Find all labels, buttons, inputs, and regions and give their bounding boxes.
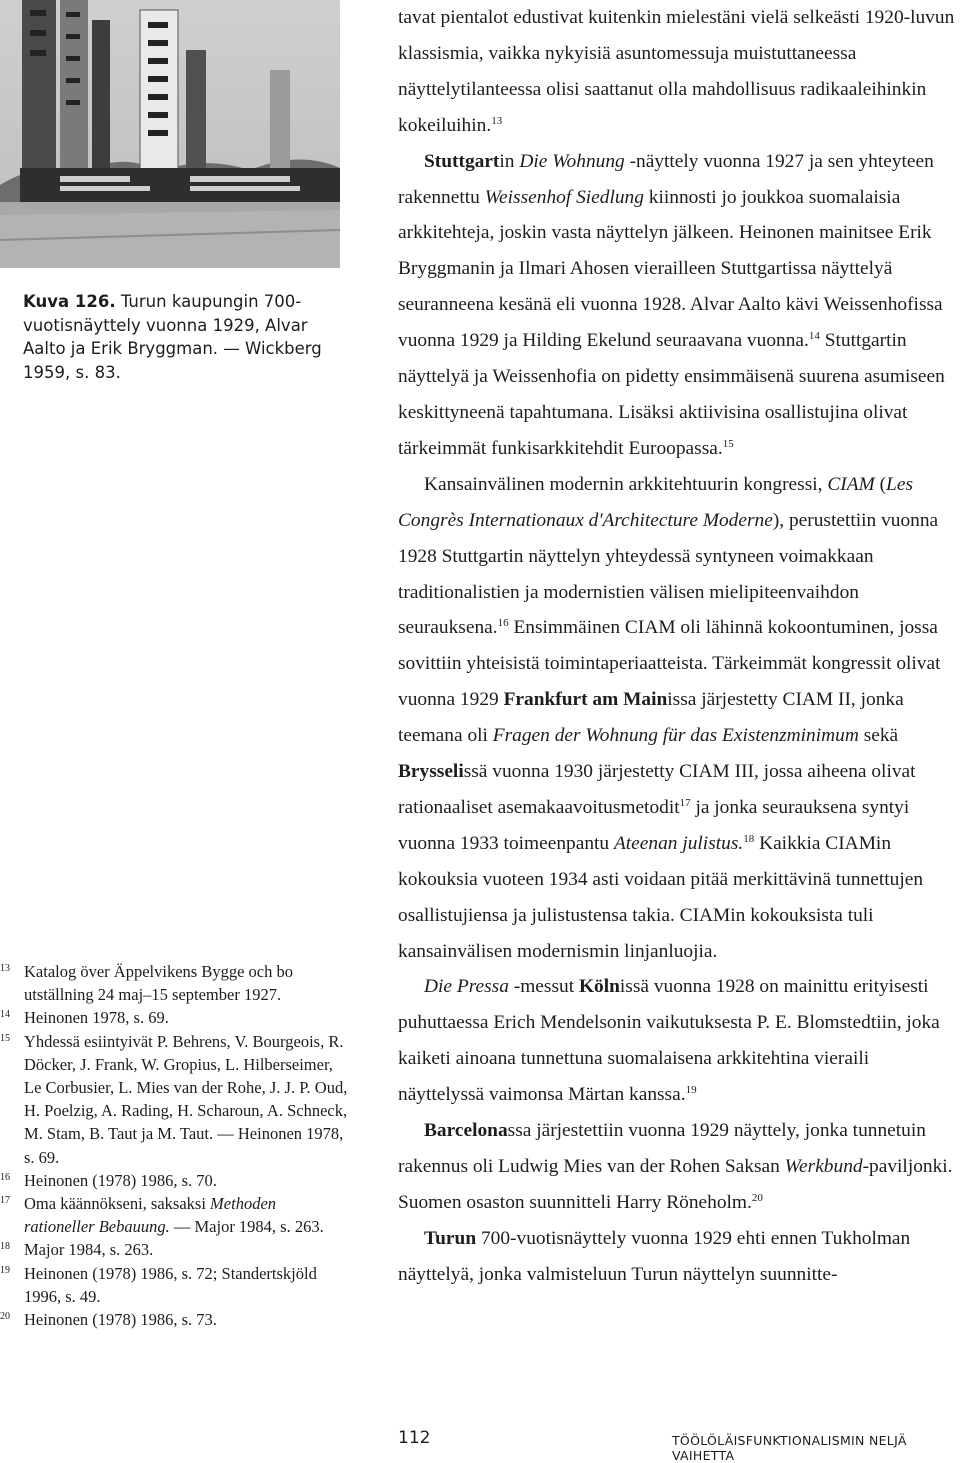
footnote-number: 16 [0,1171,10,1183]
footnote-15 [0,1030,350,1169]
footnote-number: 13 [0,963,10,974]
italic-title: Fragen der Wohnung für das Existenzminimum [492,725,859,747]
paragraph-text: ( [874,473,887,495]
body-text [398,0,958,1293]
footnote-number: 14 [0,1009,10,1021]
paragraph-6 [398,1221,958,1293]
paragraph-1 [398,0,958,144]
paragraph-text: -näyttely vuonna 1927 ja sen yhteyteen rakennettu [398,150,934,208]
footnote-ref: 17 [679,796,691,809]
italic-title: Ateenan julistus. [613,832,744,854]
paragraph-text: Kansainvälinen modernin arkkitehtuurin kongressi, [424,473,828,495]
footnote-italic: Methoden rationeller Bebauung. [24,1194,277,1237]
caption-text: Turun kaupungin 700-vuotisnäyttely vuonna 1929, Alvar Aalto ja Erik Bryggman. — Wickberg 1959, s. 83. [23,292,322,382]
footnote-text: Heinonen (1978) 1986, s. 73. [24,1310,217,1330]
bold-city: Brysseli [398,761,464,783]
paragraph-text: issa järjestetty CIAM II, jonka teemana oli [398,689,904,747]
paragraph-text: in [499,150,520,172]
footnote-ref: 15 [722,437,734,450]
italic-title: Werkbund [784,1156,863,1177]
paragraph-text: sekä [858,725,899,747]
page-number: 112 [398,1428,431,1448]
paragraph-text: Stuttgartin näyttelyä ja Weissenhofia on pidetty ensimmäisenä suurena asumiseen keskittyneenä tapahtumana. Lisäksi aktiivisina osallistujina olivat tärkeimmät funkisarkkitehdit Euroopassa. [398,330,945,459]
footnote-number: 20 [0,1311,10,1323]
footnote-text: Yhdessä esiintyivät P. Behrens, V. Bourgeois, R. Döcker, J. Frank, W. Gropius, L. Hilberseimer, Le Corbusier, L. Mies van der Rohe, J. J. P. Oud, H. Poelzig, A. Rading, H. Scharoun, A. Schneck, M. Stam, B. Taut ja M. Taut. — Heinonen 1978, s. 69. [24,1031,348,1167]
footnote-18 [0,1238,350,1261]
paragraph-text: ), perustettiin vuonna 1928 Stuttgartin näyttelyn yhteydessä syntyneen voimakkaan traditionalistien ja modernistien välisen mielipiteenvaihdon seurauksena. [398,509,939,639]
footnote-number: 17 [0,1195,10,1207]
footnote-ref: 20 [751,1191,763,1204]
footnote-19 [0,1262,350,1308]
paragraph-text: ssa järjestettiin vuonna 1929 näyttely, jonka tunnetuin rakennus oli Ludwig Mies van der Rohen Saksan [398,1120,926,1177]
italic-title: Die Pressa [424,976,509,998]
paragraph-text: Kaikkia CIAMin kokouksia vuoteen 1934 asti voidaan pitää merkittävinä tunnettujen osallistujiensa ja julistustensa takia. CIAMin kokouksista tuli kansainvälisen modernismin linjanluojia. [398,832,924,962]
paragraph-text: ssä vuonna 1930 järjestetty CIAM III, jossa aiheena olivat rationaaliset asemakaavoitusmetodit [398,761,916,818]
figure-photo [0,0,340,268]
figure-caption [23,290,341,384]
footnote-ref: 18 [743,832,755,845]
bold-city: Köln [578,976,620,998]
running-title: TÖÖLÖLÄISFUNKTIONALISMIN NELJÄ VAIHETTA [672,1433,907,1463]
footnotes [0,960,350,1331]
footnote-ref: 14 [808,330,820,343]
paragraph-3 [398,467,958,970]
paragraph-2 [398,144,958,467]
paragraph-4 [398,969,958,1113]
paragraph-text: -messut [508,976,579,998]
paragraph-text: issä vuonna 1928 on mainittu erityisesti puhuttaessa Erich Mendelsonin vaikutuksesta P. E. Blomstedtiin, joka kaiketi ainoana tunnettuna suomalaisena arkkitehtina vieraili näyttelyssä vaimonsa Märtan kanssa. [398,976,940,1106]
paragraph-5 [398,1113,958,1221]
bold-city: Stuttgart [424,150,500,172]
italic-title: Die Wohnung [519,150,625,172]
bold-city: Barcelona [424,1120,508,1142]
italic-title: Les Congrès Internationaux d'Architecture Moderne [398,473,913,531]
footnote-text: Oma käännökseni, saksaksi [24,1194,211,1214]
footnote-text: Katalog över Äppelvikens Bygge och bo utställning 24 maj–15 september 1927. [24,962,293,1005]
footnote-ref: 19 [685,1084,697,1097]
footnote-ref: 16 [497,617,509,630]
footnote-text: Heinonen (1978) 1986, s. 72; Standertskjöld 1996, s. 49. [24,1263,317,1306]
italic-title: Weissenhof Siedlung [484,186,644,208]
italic-title: CIAM [827,473,875,495]
footnote-text: Heinonen (1978) 1986, s. 70. [24,1170,217,1190]
caption-label: Kuva 126. [23,292,116,311]
footnote-number: 15 [0,1032,10,1044]
footnote-17 [0,1192,350,1238]
footnote-ref: 13 [491,114,503,127]
footnote-text: Heinonen 1978, s. 69. [24,1008,169,1028]
paragraph-text: ja jonka seurauksena syntyi vuonna 1933 toimeenpantu [398,796,910,854]
footnote-number: 19 [0,1264,10,1276]
paragraph-text: -paviljonki. Suomen osaston suunnitteli Harry Röneholm. [398,1156,953,1213]
paragraph-text: 700-vuotisnäyttely vuonna 1929 ehti ennen Tukholman näyttelyä, jonka valmisteluun Turun näyttelyn suunnitte- [398,1227,911,1285]
paragraph-text: kiinnosti jo joukkoa suomalaisia arkkitehteja, joskin vasta näyttelyn jälkeen. Heinonen mainitsee Erik Bryggmanin ja Ilmari Ahosen vierailleen Stuttgartissa näyttelyä seuranneena kesänä eli vuonna 1928. Alvar Aalto kävi Weissenhofissa vuonna 1929 ja Hilding Ekelund seuraavana vuonna. [398,186,943,352]
bold-city: Turun [424,1227,477,1249]
paragraph-text: tavat pientalot edustivat kuitenkin mielestäni vielä selkeästi 1920-luvun klassismia, vaikka nykyisiä asuntomessuja muistuttaneessa näyttelytilanteessa olisi saattanut olla mahdollisuus radikaaleihinkin kokeiluihin. [398,7,955,136]
footnote-20 [0,1308,350,1331]
bold-city: Frankfurt am Main [503,689,668,711]
paragraph-text: Ensimmäinen CIAM oli lähinnä kokoontuminen, jossa sovittiin yhteisistä toimintaperiaatteista. Tärkeimmät kongressit olivat vuonna 1929 [398,617,941,711]
footnote-13 [0,960,350,1006]
footnote-14 [0,1006,350,1029]
footnote-text: — Major 1984, s. 263. [169,1217,324,1237]
footnote-16 [0,1169,350,1192]
footnote-text: Major 1984, s. 263. [24,1240,154,1260]
footnote-number: 18 [0,1241,10,1253]
